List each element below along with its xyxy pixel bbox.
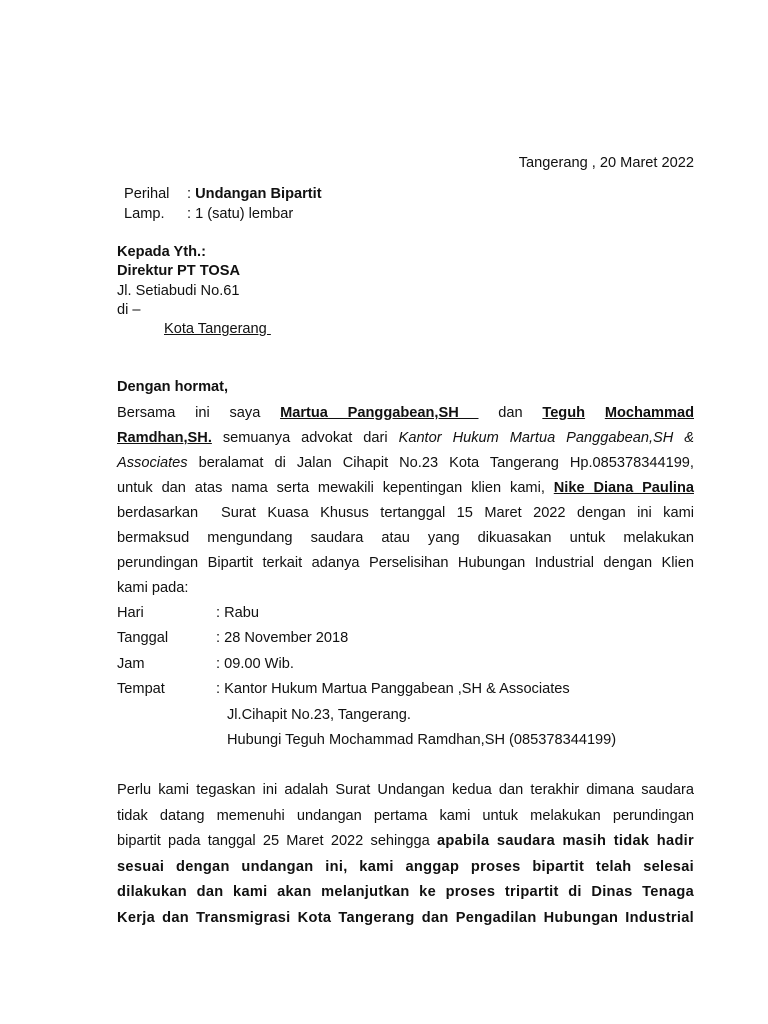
lamp-label: Lamp. xyxy=(124,206,165,222)
lawyer-name-2: Mochammad xyxy=(604,405,695,421)
closing-line-4: sesuai dengan undangan ini, kami anggap proses bipartit telah selesai xyxy=(117,859,694,875)
jam-value: : 09.00 Wib. xyxy=(216,656,294,672)
salutation: Dengan hormat, xyxy=(117,379,229,395)
perihal-label: Perihal xyxy=(124,186,170,202)
kepada-line: Kepada Yth.: xyxy=(117,244,206,260)
tempat-value: : Kantor Hukum Martua Panggabean ,SH & Associates xyxy=(216,681,570,697)
tanggal-label: Tanggal xyxy=(117,630,169,646)
di-line: di – xyxy=(117,302,141,318)
intro-line-6: bermaksud mengundang saudara atau yang dikuasakan untuk melakukan xyxy=(117,530,694,546)
intro-line-7: perundingan Bipartit terkait adanya Perselisihan Hubungan Industrial dengan Klien xyxy=(117,555,694,571)
city-line: Kota Tangerang xyxy=(164,321,271,337)
hari-label: Hari xyxy=(117,605,144,621)
perihal-value: : Undangan Bipartit xyxy=(187,186,322,202)
tempat-contact: Hubungi Teguh Mochammad Ramdhan,SH (085378344199) xyxy=(227,732,617,748)
recipient-line: Direktur PT TOSA xyxy=(117,263,240,279)
intro-line-5: berdasarkan Surat Kuasa Khusus tertanggal 15 Maret 2022 dengan ini kami xyxy=(117,505,694,521)
client-name: Nike Diana Paulina xyxy=(553,480,694,496)
intro-line-3: Associates beralamat di Jalan Cihapit No.23 Kota Tangerang Hp.085378344199, xyxy=(117,455,694,471)
closing-line-3: bipartit pada tanggal 25 Maret 2022 sehingga apabila saudara masih tidak hadir xyxy=(117,833,694,849)
closing-line-5: dilakukan dan kami akan melanjutkan ke proses tripartit di Dinas Tenaga xyxy=(117,884,694,900)
jam-label: Jam xyxy=(117,656,145,672)
intro-line-4: untuk dan atas nama serta mewakili kepentingan klien kami, Nike Diana Paulina xyxy=(117,480,694,496)
hari-value: : Rabu xyxy=(216,605,259,621)
lawyer-name-1: Martua Panggabean,SH xyxy=(280,405,479,421)
perihal-subject: Undangan Bipartit xyxy=(195,186,322,202)
tanggal-value: : 28 November 2018 xyxy=(216,630,349,646)
intro-line-1: Bersama ini saya Martua Panggabean,SH dan Teguh Mochammad xyxy=(117,405,695,421)
tempat-address: Jl.Cihapit No.23, Tangerang. xyxy=(227,707,411,723)
intro-line-8: kami pada: xyxy=(117,580,189,596)
law-firm-name: Kantor Hukum Martua Panggabean,SH & xyxy=(398,430,694,446)
tempat-label: Tempat xyxy=(117,681,165,697)
street-line: Jl. Setiabudi No.61 xyxy=(117,283,240,299)
intro-line-2: Ramdhan,SH. semuanya advokat dari Kantor Hukum Martua Panggabean,SH & xyxy=(117,430,694,446)
closing-warning-start: apabila saudara masih tidak hadir xyxy=(437,833,694,849)
lamp-value: : 1 (satu) lembar xyxy=(187,206,294,222)
closing-line-1: Perlu kami tegaskan ini adalah Surat Undangan kedua dan terakhir dimana saudara xyxy=(117,782,694,798)
closing-line-6: Kerja dan Transmigrasi Kota Tangerang dan Pengadilan Hubungan Industrial xyxy=(117,910,694,926)
closing-line-2: tidak datang memenuhi undangan pertama kami untuk melakukan perundingan xyxy=(117,808,694,824)
date-line: Tangerang , 20 Maret 2022 xyxy=(518,155,694,171)
